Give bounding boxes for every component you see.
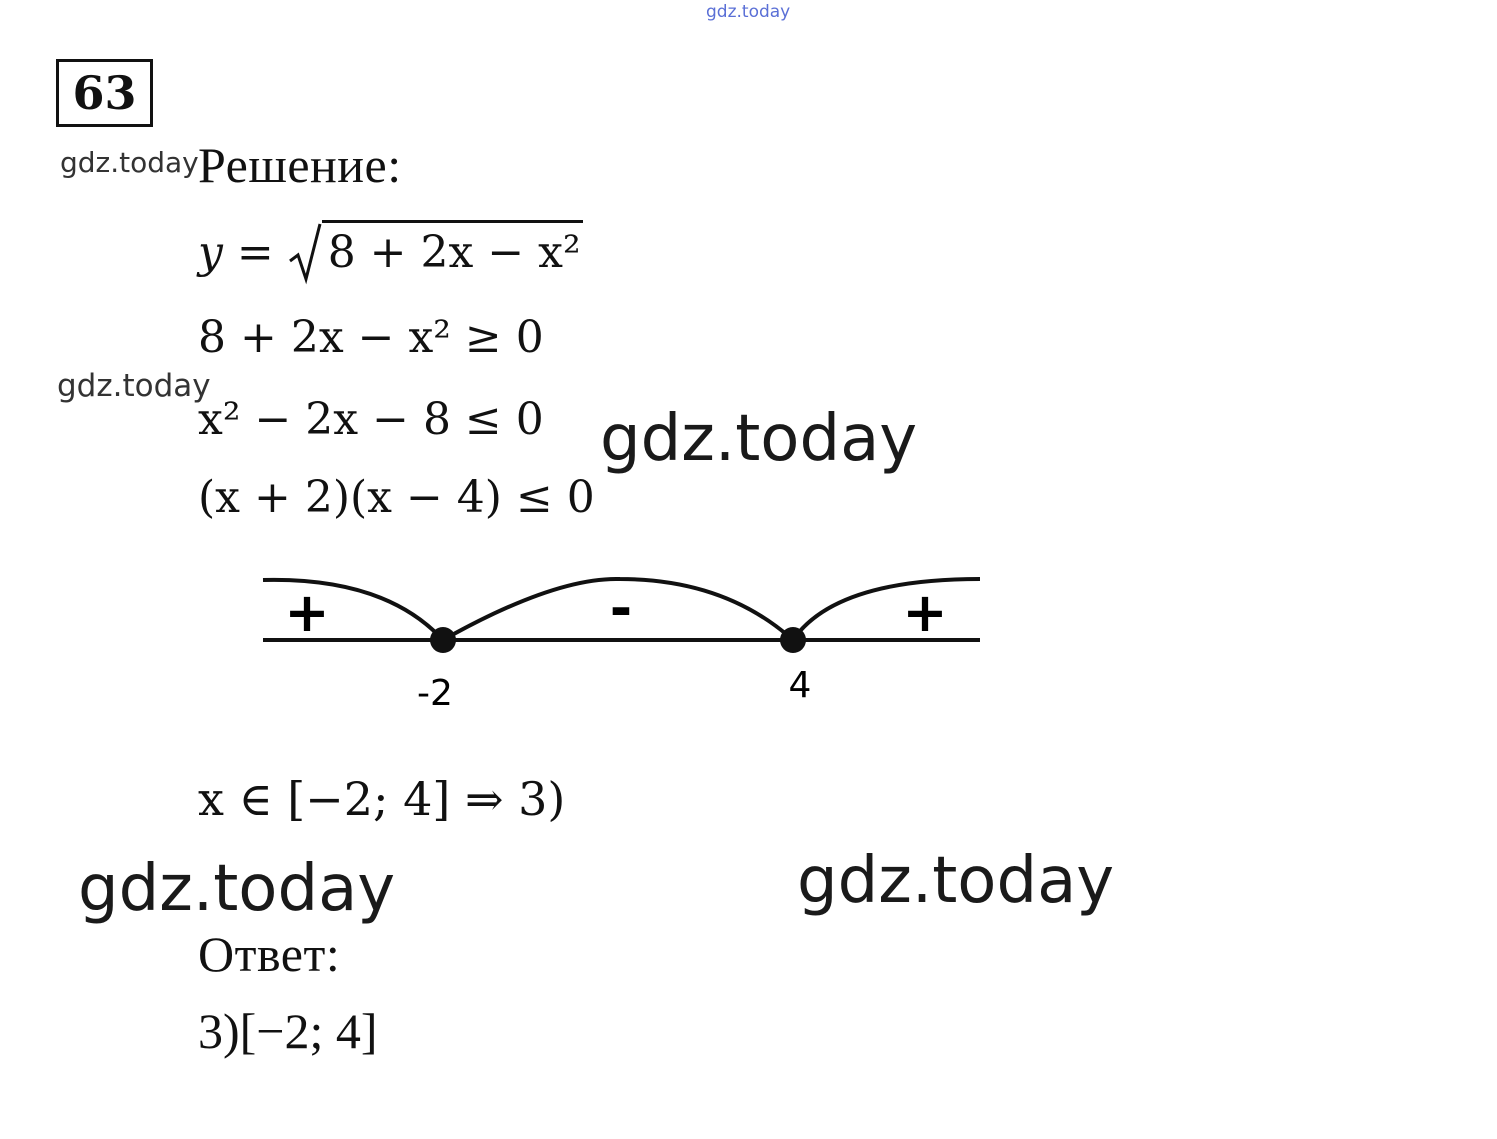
sign-arc-right xyxy=(793,579,980,640)
sign-number-line xyxy=(255,565,990,715)
inequality-step-2: 8 + 2x − x² ≥ 0 xyxy=(198,312,544,363)
inequality-step-4: (x + 2)(x − 4) ≤ 0 xyxy=(198,472,595,523)
function-definition xyxy=(198,220,583,285)
sign-minus: - xyxy=(609,577,633,640)
problem-number: 63 xyxy=(56,59,153,127)
watermark-bottom-right: gdz.today xyxy=(797,844,1115,918)
function-lhs: y = xyxy=(198,227,288,278)
watermark-left-1: gdz.today xyxy=(60,146,199,179)
watermark-bottom-left: gdz.today xyxy=(78,852,396,926)
answer-heading: Ответ: xyxy=(198,926,341,982)
point-label-right: 4 xyxy=(788,665,812,706)
inequality-step-3: x² − 2x − 8 ≤ 0 xyxy=(198,394,544,445)
watermark-mid: gdz.today xyxy=(600,402,918,476)
conclusion-line: x ∈ [−2; 4] ⇒ 3) xyxy=(198,772,566,826)
sign-plus-left: + xyxy=(284,581,330,644)
watermark-left-2: gdz.today xyxy=(57,368,211,404)
radicand: 8 + 2x − x² xyxy=(322,220,583,278)
solution-heading: Решение: xyxy=(198,137,402,193)
radical-sign-icon xyxy=(288,221,322,285)
sqrt-expression xyxy=(288,220,583,285)
answer-value: 3)[−2; 4] xyxy=(198,1003,378,1059)
point-marker-right xyxy=(780,627,806,653)
point-label-left: -2 xyxy=(417,673,453,714)
point-marker-left xyxy=(430,627,456,653)
sign-plus-right: + xyxy=(902,581,948,644)
watermark-top: gdz.today xyxy=(706,2,791,22)
